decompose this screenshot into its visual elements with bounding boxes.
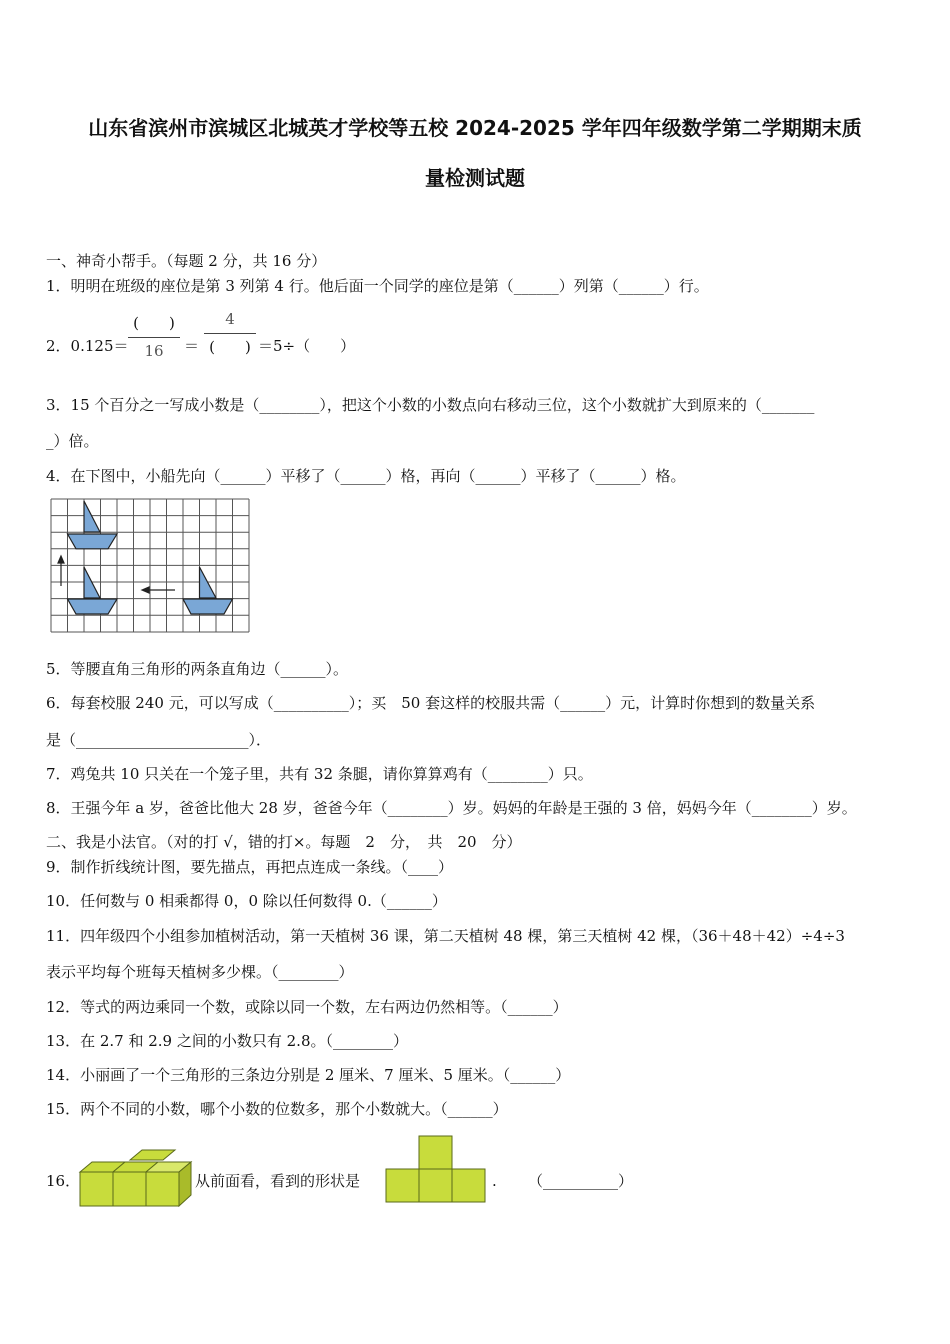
section-2-heading: 二、我是小法官。（对的打 √，错的打×。每题 2 分， 共 20 分） xyxy=(46,833,522,851)
question-9: 9．制作折线统计图，要先描点，再把点连成一条线。（____） xyxy=(46,858,454,876)
question-16-number: 16． xyxy=(46,1172,81,1190)
boat-bottom-left xyxy=(68,567,118,614)
question-15: 15．两个不同的小数，哪个小数的位数多，那个小数就大。（______） xyxy=(46,1100,508,1118)
fraction-2-denominator: ( ) xyxy=(209,338,251,356)
fraction-2-bar xyxy=(204,333,256,334)
question-6-line-2: 是（_______________________）． xyxy=(46,731,272,749)
arrow-left-icon xyxy=(142,587,175,593)
question-11-line-2: 表示平均每个班每天植树多少棵。（________） xyxy=(46,963,354,981)
question-16-blank: （__________） xyxy=(528,1172,634,1190)
question-4: 4．在下图中，小船先向（______）平移了（______）格，再向（______）平移了（______）格。 xyxy=(46,467,686,485)
question-13: 13．在 2.7 和 2.9 之间的小数只有 2.8。（________） xyxy=(46,1032,408,1050)
question-16-text: 从前面看，看到的形状是 xyxy=(195,1172,361,1190)
boat-bottom-right xyxy=(183,567,233,614)
fraction-1-denominator: 16 xyxy=(144,342,164,360)
cube-stack-3d-figure xyxy=(78,1148,194,1210)
question-2-prefix: 2．0.125＝ xyxy=(46,337,129,355)
question-11-line-1: 11．四年级四个小组参加植树活动，第一天植树 36 课，第二天植树 48 棵，第三天植树 42 棵，（36＋48＋42）÷4÷3 xyxy=(46,927,845,945)
title-line-2: 量检测试题 xyxy=(425,166,525,190)
question-12: 12．等式的两边乘同一个数，或除以同一个数，左右两边仍然相等。（______） xyxy=(46,998,568,1016)
fraction-1-numerator: ( ) xyxy=(133,314,175,332)
fraction-1-bar xyxy=(128,337,180,338)
question-6-line-1: 6．每套校服 240 元，可以写成（__________）；买 50 套这样的校服共需（______）元，计算时你想到的数量关系 xyxy=(46,694,816,712)
question-3-line-1: 3．15 个百分之一写成小数是（________），把这个小数的小数点向右移动三位，这个小数就扩大到原来的（_______ xyxy=(46,396,815,414)
question-2-equals: ＝ xyxy=(184,337,200,355)
question-14: 14．小丽画了一个三角形的三条边分别是 2 厘米、7 厘米、5 厘米。（______） xyxy=(46,1066,571,1084)
front-view-figure xyxy=(385,1135,487,1203)
fraction-2-numerator: 4 xyxy=(225,310,235,328)
question-16-dot: . xyxy=(492,1172,497,1190)
question-3-line-2: _）倍。 xyxy=(46,432,99,450)
title-line-1: 山东省滨州市滨城区北城英才学校等五校 2024-2025 学年四年级数学第二学期期末质 xyxy=(88,116,862,140)
boat-grid-figure xyxy=(50,498,252,634)
question-1: 1．明明在班级的座位是第 3 列第 4 行。他后面一个同学的座位是第（______）列第（______）行。 xyxy=(46,277,709,295)
question-8: 8．王强今年 a 岁，爸爸比他大 28 岁，爸爸今年（________）岁。妈妈的年龄是王强的 3 倍，妈妈今年（________）岁。 xyxy=(46,799,857,817)
boat-top xyxy=(68,501,118,549)
question-2-suffix: ＝5÷（ ） xyxy=(258,337,356,355)
question-10: 10．任何数与 0 相乘都得 0，0 除以任何数得 0.（______） xyxy=(46,892,447,910)
question-5: 5．等腰直角三角形的两条直角边（______）。 xyxy=(46,660,349,678)
section-1-heading: 一、神奇小帮手。（每题 2 分，共 16 分） xyxy=(46,252,327,270)
question-7: 7．鸡兔共 10 只关在一个笼子里，共有 32 条腿，请你算算鸡有（________）只。 xyxy=(46,765,593,783)
